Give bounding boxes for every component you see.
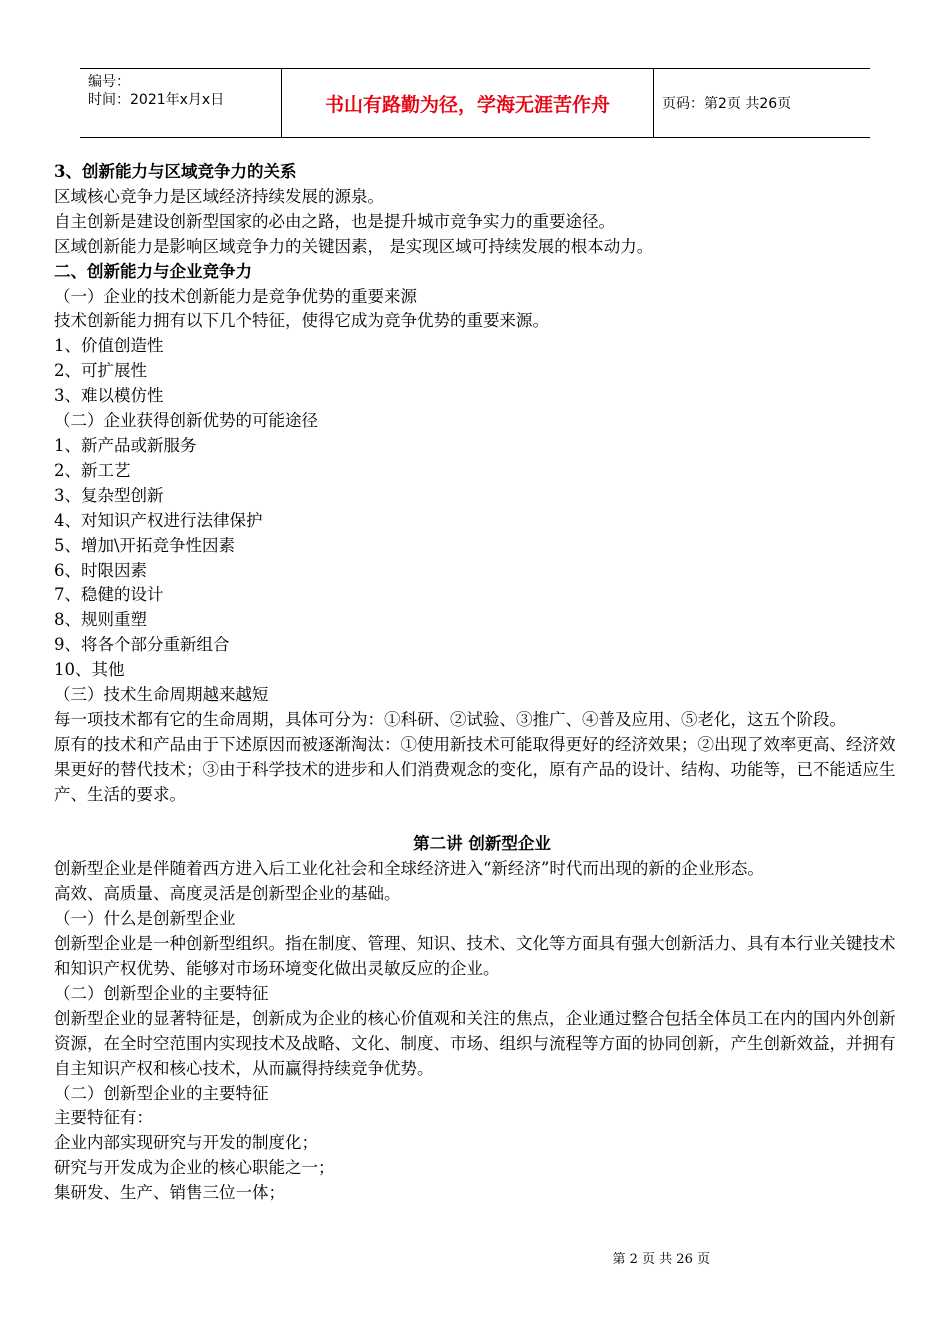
body-paragraph: 高效、高质量、高度灵活是创新型企业的基础。 — [54, 884, 401, 904]
body-paragraph: （三）技术生命周期越来越短 — [54, 685, 269, 705]
document-body — [54, 160, 910, 1206]
body-paragraph: （一）什么是创新型企业 — [54, 909, 236, 929]
body-paragraph: 6、时限因素 — [54, 560, 147, 580]
body-paragraph: 集研发、生产、销售三位一体； — [54, 1183, 285, 1203]
body-paragraph: 1、新产品或新服务 — [54, 435, 197, 455]
body-paragraph: 主要特征有： — [54, 1108, 153, 1128]
body-paragraph: 创新型企业的显著特征是，创新成为企业的核心价值观和关注的焦点，企业通过整合包括全体员工在内的国内外创新资源，在全时空范围内实现技术及战略、文化、制度、市场、组织与流程等方面的协同创新，产生创新效益，并拥有自主知识产权和核心技术，从而赢得持续竞争优势。 — [54, 1008, 896, 1078]
body-paragraph: 1、价值创造性 — [54, 336, 164, 356]
body-paragraph: 区域创新能力是影响区域竞争力的关键因素， 是实现区域可持续发展的根本动力。 — [54, 236, 654, 256]
document-time-label: 时间：2021年x月x日 — [88, 92, 225, 108]
body-paragraph: 创新型企业是一种创新型组织。指在制度、管理、知识、技术、文化等方面具有强大创新活力、具有本行业关键技术和知识产权优势、能够对市场环境变化做出灵敏反应的企业。 — [54, 934, 896, 978]
body-paragraph: 每一项技术都有它的生命周期，具体可分为：①科研、②试验、③推广、④普及应用、⑤老化，这五个阶段。 — [54, 709, 846, 729]
section-heading: 第二讲 创新型企业 — [413, 834, 551, 854]
page-header — [80, 68, 870, 138]
body-paragraph: 2、新工艺 — [54, 460, 131, 480]
body-paragraph: （二）创新型企业的主要特征 — [54, 1083, 269, 1103]
body-paragraph: 原有的技术和产品由于下述原因而被逐渐淘汰：①使用新技术可能取得更好的经济效果；②出现了效率更高、经济效果更好的替代技术；③由于科学技术的进步和人们消费观念的变化，原有产品的设计、结构、功能等，已不能适应生产、生活的要求。 — [54, 734, 896, 804]
body-paragraph: 8、规则重塑 — [54, 610, 147, 630]
body-paragraph: 区域核心竞争力是区域经济持续发展的源泉。 — [54, 186, 384, 206]
header-motto: 书山有路勤为径，学海无涯苦作舟 — [282, 69, 654, 137]
body-paragraph: 7、稳健的设计 — [54, 585, 164, 605]
body-paragraph: （二）创新型企业的主要特征 — [54, 983, 269, 1003]
body-paragraph: 3、复杂型创新 — [54, 485, 164, 505]
body-paragraph: 5、增加\开拓竞争性因素 — [54, 535, 236, 555]
footer-page-number: 第 2 页 共 26 页 — [612, 1252, 710, 1267]
body-paragraph: 创新型企业是伴随着西方进入后工业化社会和全球经济进入“新经济”时代而出现的新的企业形态。 — [54, 859, 764, 879]
body-paragraph: 研究与开发成为企业的核心职能之一； — [54, 1158, 335, 1178]
body-paragraph: 2、可扩展性 — [54, 361, 147, 381]
body-paragraph: 自主创新是建设创新型国家的必由之路，也是提升城市竞争实力的重要途径。 — [54, 211, 615, 231]
body-paragraph: 4、对知识产权进行法律保护 — [54, 510, 263, 530]
header-meta — [80, 69, 282, 137]
page-footer — [0, 1248, 950, 1267]
body-paragraph: 技术创新能力拥有以下几个特征，使得它成为竞争优势的重要来源。 — [54, 311, 549, 331]
document-number-label: 编号： — [88, 74, 130, 90]
header-page-label: 页码：第2页 共26页 — [662, 96, 792, 112]
body-paragraph: （二）企业获得创新优势的可能途径 — [54, 411, 318, 431]
body-paragraph: 3、难以模仿性 — [54, 386, 164, 406]
body-paragraph: 10、其他 — [54, 660, 125, 680]
subsection-heading: 二、创新能力与企业竞争力 — [54, 261, 252, 281]
body-paragraph: （一）企业的技术创新能力是竞争优势的重要来源 — [54, 286, 417, 306]
body-paragraph: 企业内部实现研究与开发的制度化； — [54, 1133, 318, 1153]
body-paragraph: 9、将各个部分重新组合 — [54, 635, 230, 655]
subsection-heading: 3、创新能力与区域竞争力的关系 — [54, 162, 297, 181]
